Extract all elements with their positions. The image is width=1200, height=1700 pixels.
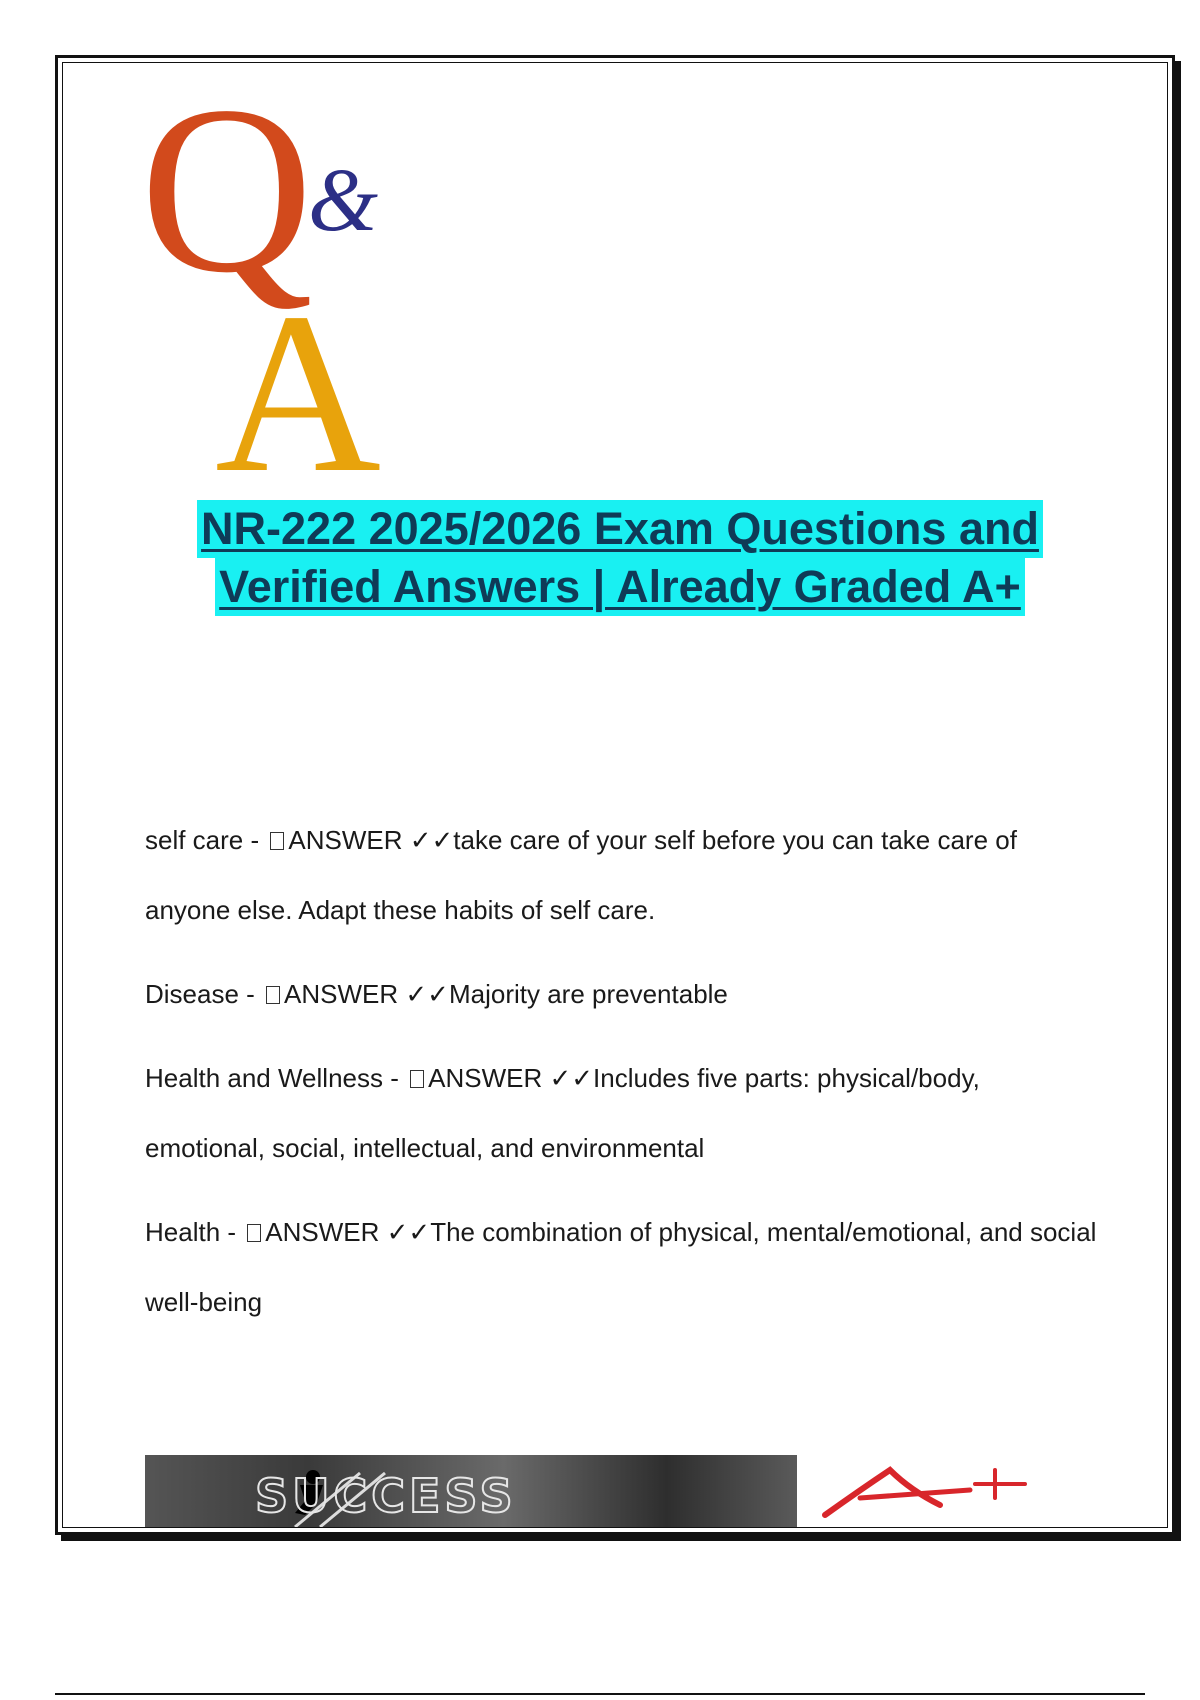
qa-answer: Includes five parts: physical/body, emotional, social, intellectual, and environmental: [145, 1063, 980, 1163]
qa-term: Health and Wellness: [145, 1063, 383, 1093]
logo-letter-a: A: [215, 265, 382, 490]
document-title: [60, 500, 1180, 616]
grade-a-plus-logo: [820, 1460, 1030, 1530]
missing-glyph-icon: [266, 986, 280, 1004]
qa-answer-marker: ANSWER ✓✓: [428, 1063, 594, 1093]
qa-term: Disease: [145, 979, 239, 1009]
logo-letter-q: Q: [140, 70, 314, 322]
qa-answer-marker: ANSWER ✓✓: [265, 1217, 431, 1247]
missing-glyph-icon: [410, 1070, 424, 1088]
qa-answer: Majority are preventable: [448, 979, 728, 1009]
grade-text: A+: [820, 1460, 822, 1461]
banner-text: SUCCESS: [255, 1469, 517, 1523]
qa-list: [145, 805, 1105, 1351]
success-banner-image: [145, 1455, 797, 1527]
qa-logo: [140, 70, 450, 490]
qa-term: self care: [145, 825, 244, 855]
title-line-1: NR-222 2025/2026 Exam Questions and: [197, 500, 1043, 558]
qa-item: Disease - ANSWER ✓✓Majority are preventable: [145, 979, 728, 1009]
qa-answer: take care of your self before you can take care of anyone else. Adapt these habits of self care.: [145, 825, 1017, 925]
qa-item: Health - ANSWER ✓✓The combination of physical, mental/emotional, and social well-being: [145, 1217, 1097, 1317]
qa-answer-marker: ANSWER ✓✓: [288, 825, 454, 855]
missing-glyph-icon: [247, 1224, 261, 1242]
missing-glyph-icon: [270, 832, 284, 850]
logo-ampersand: &: [308, 151, 379, 250]
title-line-2: Verified Answers | Already Graded A+: [215, 558, 1025, 616]
qa-term: Health: [145, 1217, 221, 1247]
qa-item: Health and Wellness - ANSWER ✓✓Includes five parts: physical/body, emotional, social, intellectual, and environmental: [145, 1063, 980, 1163]
bottom-divider: [55, 1693, 1145, 1695]
qa-answer: The combination of physical, mental/emotional, and social well-being: [145, 1217, 1097, 1317]
qa-answer-marker: ANSWER ✓✓: [284, 979, 449, 1009]
qa-item: self care - ANSWER ✓✓take care of your self before you can take care of anyone else. Adapt these habits of self care.: [145, 825, 1017, 925]
